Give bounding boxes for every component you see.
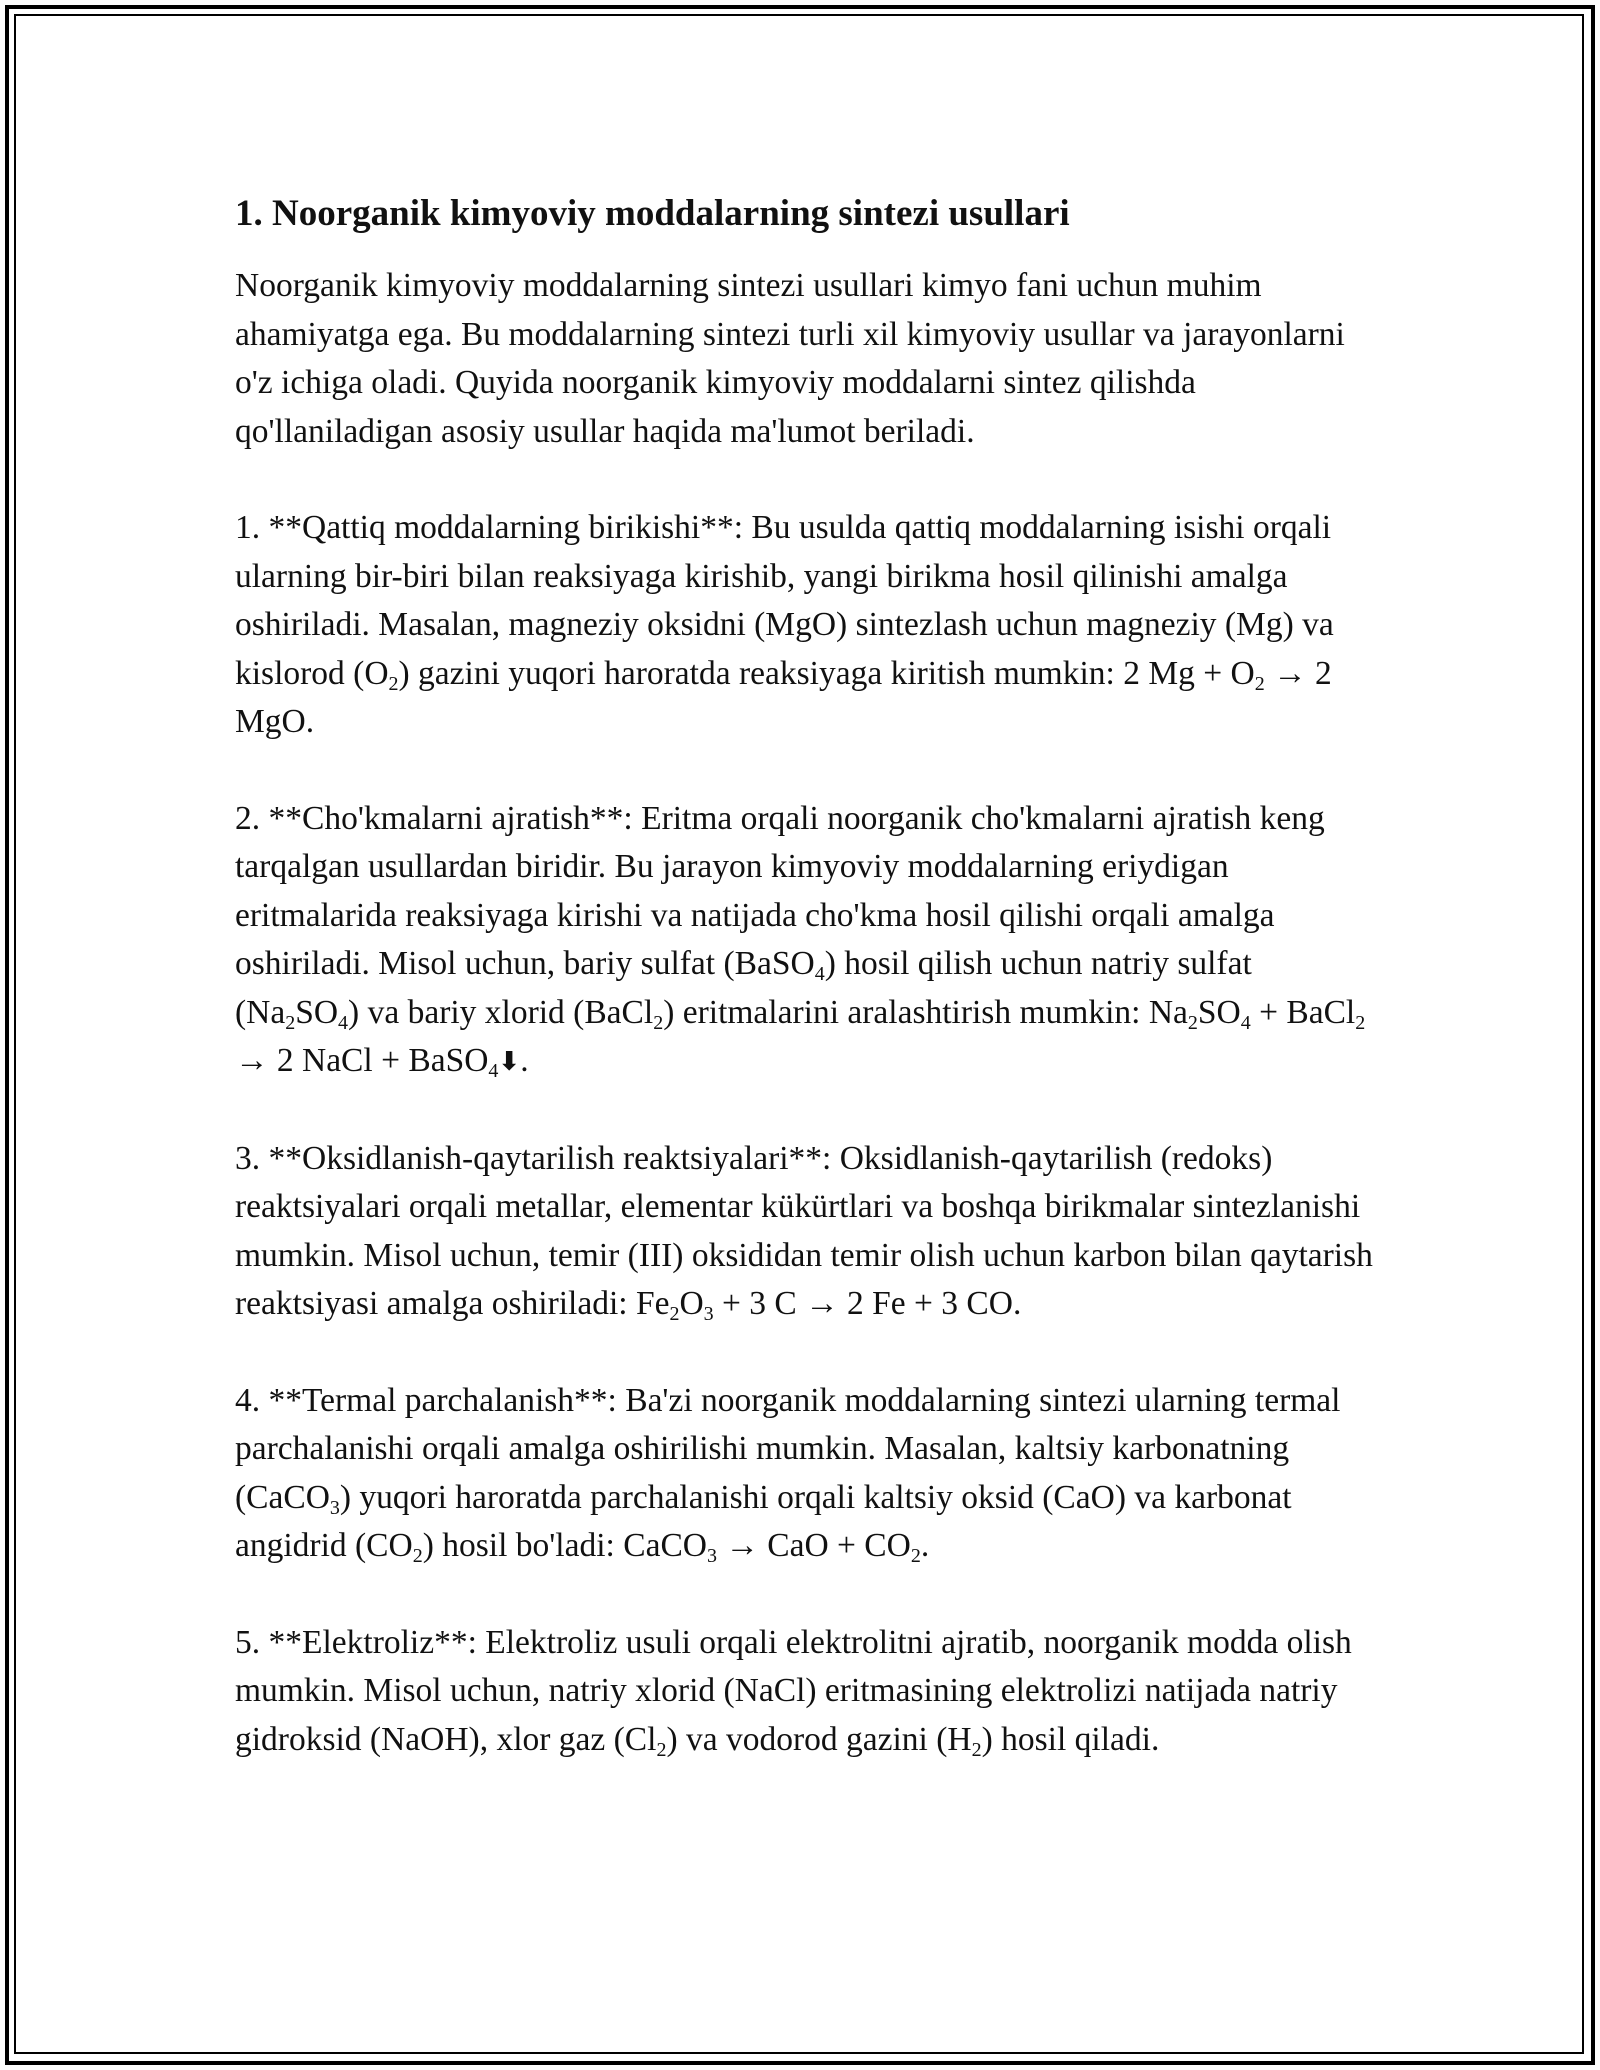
subscript: 4 [1240,1011,1251,1034]
method-2-text: SO [1197,993,1241,1031]
subscript: 4 [338,1011,349,1034]
method-2-paragraph [235,795,1375,1087]
method-3-text: 3. **Oksidlanish-qaytarilish reaktsiyalari**: Oksidlanish-qaytarilish (redoks) reaktsiyalari orqali metallar, elementar kükürtlari va boshqa birikmalar sintezlanishi mumkin. Misol uchun, temir (III) oksididan temir olish uchun karbon bilan qaytarish reaktsiyasi amalga oshiriladi: Fe [235,1139,1373,1322]
method-2-text: ) eritmalarini aralashtirish mumkin: Na [663,993,1188,1031]
subscript: 2 [971,1738,982,1761]
subscript: 2 [656,1738,667,1761]
method-2-text: → 2 NaCl + BaSO [235,1042,489,1079]
subscript: 3 [706,1545,717,1567]
method-2-text: . [520,1042,529,1079]
method-2-text: 2. **Cho'kmalarni ajratish**: Eritma orqali noorganik cho'kmalarni ajratish keng tarqalgan usullardan biridir. Bu jarayon kimyoviy moddalarning eriydigan eritmalarida reaksiyaga kirishi va natijada cho'kma hosil qilishi orqali amalga oshiriladi. Misol uchun, bariy sulfat (BaSO [235,799,1325,982]
method-2-text: SO [295,993,339,1031]
method-5-text: ) va vodorod gazini (H [666,1720,972,1758]
subscript: 2 [1187,1011,1198,1034]
subscript: 2 [388,672,399,695]
method-3-text: + 3 C → 2 Fe + 3 CO. [713,1285,1022,1322]
subscript: 2 [285,1011,296,1034]
method-3-text: O [679,1285,704,1322]
subscript: 2 [669,1303,680,1325]
method-4-text: → CaO + CO [716,1527,911,1564]
method-5-text: 5. **Elektroliz**: Elektroliz usuli orqali elektrolitni ajratib, noorganik modda olish mumkin. Misol uchun, natriy xlorid (NaCl) eritmasining elektrolizi natijada natriy gidroksid (NaOH), xlor gaz (Cl [235,1623,1352,1758]
method-5-text: ) hosil qiladi. [981,1720,1160,1758]
method-4-text: ) yuqori haroratda parchalanishi orqali kaltsiy oksid (CaO) va karbonat angidrid (CO [235,1478,1292,1564]
subscript: 3 [703,1303,714,1325]
subscript: 3 [329,1496,340,1519]
subscript: 2 [1355,1011,1366,1034]
method-1-text: → 2 MgO. [235,654,1332,740]
subscript: 2 [1254,672,1265,695]
page-title: 1. Noorganik kimyoviy moddalarning sintezi usullari [235,193,1070,234]
subscript: 4 [814,963,825,985]
subscript: 2 [412,1545,423,1567]
method-4-paragraph [235,1377,1375,1571]
method-1-text: ) gazini yuqori haroratda reaksiyaga kiritish mumkin: 2 Mg + O [398,654,1255,692]
method-5-paragraph [235,1619,1375,1765]
precipitate-arrow-icon: ⬇ [498,1047,521,1077]
method-2-text: + BaCl [1250,993,1356,1031]
method-2-text: ) hosil qilish uchun natriy sulfat (Na [235,945,1252,1031]
method-1-text: 1. **Qattiq moddalarning birikishi**: Bu usulda qattiq moddalarning isishi orqali ularning bir-biri bilan reaksiyaga kirishib, yangi birikma hosil qilinishi amalga oshiriladi. Masalan, magneziy oksidni (MgO) sintezlash uchun magneziy (Mg) va kislorod (O [235,509,1334,692]
subscript: 2 [653,1011,664,1034]
method-3-paragraph [235,1135,1375,1329]
document-body [235,186,1375,1812]
subscript: 2 [910,1545,921,1567]
method-4-text: ) hosil bo'ladi: CaCO [422,1527,707,1564]
intro-paragraph: Noorganik kimyoviy moddalarning sintezi usullari kimyo fani uchun muhim ahamiyatga ega. Bu moddalarning sintezi turli xil kimyoviy usullar va jarayonlarni o'z ichiga oladi. Quyida noorganik kimyoviy moddalarni sintez qilishda qo'llaniladigan asosiy usullar haqida ma'lumot beriladi. [235,267,1345,450]
method-2-text: ) va bariy xlorid (BaCl [348,993,654,1031]
subscript: 4 [488,1060,499,1082]
method-1-paragraph [235,504,1375,747]
method-4-text: 4. **Termal parchalanish**: Ba'zi noorganik moddalarning sintezi ularning termal parchalanishi orqali amalga oshirilishi mumkin. Masalan, kaltsiy karbonatning (CaCO [235,1381,1341,1516]
method-4-text: . [920,1527,930,1564]
